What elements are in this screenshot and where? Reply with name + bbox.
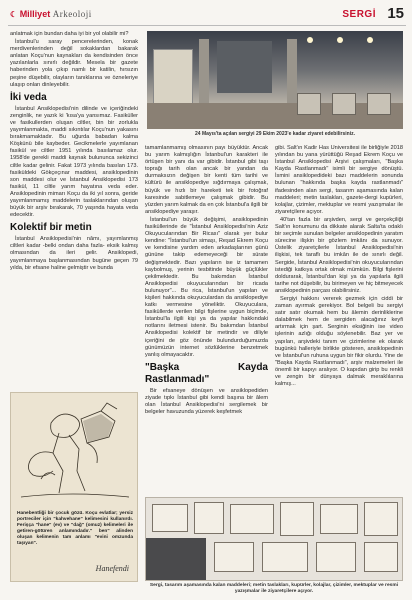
- paragraph: Bir efsaneye dönüşen ve ansiklopediden ziyade tıpkı İstanbul gibi kendi başına bir âlem olan İstanbul Ansiklopedisi'ni sergilemek bir belgeler havuzunda yüzerek keşfetmek: [145, 387, 268, 416]
- hammal-drawing: [11, 393, 138, 508]
- photo-framed-document: [316, 542, 356, 572]
- subheading-baska-kayda: "Başka Kayda Rastlanmadı": [145, 361, 268, 385]
- page-header: [8, 4, 406, 26]
- paragraph: İstanbul'un büyük değişimi, ansiklopedinin fasiküllerinde de "İstanbul Ansiklopedisi'nin Aziz Okuyucularından Bir Ricası" olarak yer bulur kendine: "İstanbul'un simaşı, Reşad Ekrem Koçu ve kendisine yardım eden arkadaşlarının günü gününe takip edemeyeceği bir sürate değişmektedir. Bazı yapıların ise iz tamamen kaybolmuş, yerinin tesbitinde büyük güçlükler çekilmektedir. Bu bakımdan İstanbul Ansiklopedisi okuyucularından bir ricada bulunuyor"... Bu rica, İstanbul'un yapıları ve kişileri hakkında okuyuculardan da ansiklopediye katkı vermesine yöneliktir. Okuyuculara, fasiküllerde verilen bilgi fişlerine uygun biçimde, İstanbul'la ilgili kişi ya da yapılar hakkındaki notlarını iletmesi istenir. Bu bakımdan İstanbul Ansiklopedisi kolektif bir metindir ve diliyle içeriğini de göz önünde bulundurduğumuzda günümüzün internet sözlüklerine benzetmek yanlış olmayacaktır.: [145, 216, 268, 358]
- page-number: 15: [387, 5, 404, 22]
- photo-showcase: [146, 538, 206, 581]
- archive-display-photo: [145, 497, 403, 581]
- photo-framed-document: [194, 502, 224, 534]
- column-right: [275, 145, 403, 517]
- photo-display-case: [332, 93, 356, 115]
- photo-light: [337, 37, 343, 43]
- photo-framed-document: [364, 502, 398, 536]
- exhibition-photo: [147, 31, 403, 129]
- subheading-iki-veda: İki veda: [10, 91, 47, 103]
- photo-framed-document: [262, 542, 308, 572]
- sketch-note: Hanebentliği bir çocuk gözü. Koçu evlatlar; yersiz portreciler için "kahvehane" kelimesini kullanırdı. Ferişça "hane" (ev) ve "dağ" (omuz) kelimeleri ile getiren-götüren anlamındadır." ben" alinden oluşan kelimenin tam anlamı "evini omzunda taşıyan".: [17, 511, 133, 546]
- column-middle: [145, 145, 268, 517]
- photo-framed-document: [320, 504, 358, 534]
- paragraph: İstanbul Ansiklopedisi'nin nâmı, yayımlanmış ciltleri kadar -belki ondan daha fazla- eksik kalmış olmasından da ileri gelir. Ansiklopedi, yayımlanmaya başlanmasından bugüne geçen 79 yılda, bir efsane haline gelmiştir ve bunda: [10, 236, 138, 271]
- photo-pillar: [287, 39, 297, 109]
- paragraph: anlatmak için bundan daha iyi bir yol olabilir mi?: [10, 31, 129, 37]
- paragraph: 40'tan fazla bir arşivden, sergi ve gerçekçiliği Salt'ın konumunu da dikkate alarak Salta'ta odaklı bir seçimle sunulan belgeler ansiklopedinin yaratım sürecine ilişkin bir gözlem imkânı da sunuyor. Üstelik ziyaretçilerle İstanbul Ansiklopedisi'nin ilişkisi, tek taraflı bu imkân ile de sınırlı değil. Sergide, İstanbul Ansiklopedisi'nin okuyucularından istediği katkıya ortak olmak mümkün. Bilgi fişlerini doldurarak, İstanbul'dan kişi ya da yapılarla ilgili tarihe not düşebilir, bu birimeyen ve hiç bitmeyecek ansiklopedinin parçası olabilirsiniz.: [275, 216, 403, 294]
- photo-display-case: [297, 93, 321, 115]
- brand-name: Milliyet: [19, 9, 51, 19]
- photo-framed-document: [280, 502, 314, 536]
- paragraph: İstanbul Ansiklopedisi'nin dilinde ve içeriğindeki zenginlik, ne yazık ki 'kısa'ya yansımaz. Fasiküller ve fasikullerden oluşan ciltler, bin bir zorlukla yayımlanmakta, maddi sıkıntılar Koçu'nun yakasını bırakmamaktadır. Bu uğurda babadan kalma Köşkünü bile kaybeder. Gecikmelerle yayımlanan fasikül ve ciltler 1951 yılında basılamaz olur. 1958'de gerekli maddi kaynak bulununca sekizinci ciltle kadar gelinir. Fakat 1973 yılında basılan 173. fasiküldeki Gökçeçınar maddesi, ansiklopedinin son maddesi olur ve İstanbul Ansiklopedisi 173 fasikül, 11 ciltle yarım hayatına veda eder. Ansiklopedinin mimarı Koçu da iki yıl sonra, geride yayımlanmamış maddelerin taslaklarından oluşan büyük bir arşiv bırakarak, 70 yaşında hayata veda edecektir.: [10, 105, 138, 219]
- subheading-kolektif: Kolektif bir metin: [10, 222, 92, 234]
- brand-logo: [10, 9, 92, 19]
- photo-caption: Sergi, tasarım aşamasında kalan maddeleri; metin taslakları, kupürler, kolajlar, çizimler, mektuplar ve resmi yazışmalar ile ziyaretçilere açıyor.: [149, 583, 399, 594]
- paragraph: gibi. Salt'ın Kadir Has Üniversitesi ile birliğiyle 2018 yılından bu yana yürüttüğü Reşad Ekrem Koçu ve İstanbul Ansiklopedisi Arşivi çalışmaları, "Başka Kayda Rastlanmadı" isimli bir sergiye dönüştü. İsmini ansiklopedideki bazı maddelerin sonunda bulunan "hakkında başka kayda rastlanmadı" ifadesinden alan sergi, tasarım aşamasında kalan maddeleri; metin taslakları, gazete-dergi kupürleri, kolajlar, çizimler, mektuplar ve resmi yazışmalar ile ziyaretçilere açıyor.: [275, 145, 403, 215]
- photo-light: [367, 37, 373, 43]
- paragraph: tamamlanmamış olmasının payı büyüktür. Ancak bu yarım kalmışlığın İstanbul'un karakteri ile örtüşen bir yanı da var gibidir. İstanbul gibi taşı toprağı tarih olan ancak bir yandan da durmaksızın değişen bir kenti tüm tarihi ve kültürü ile ansiklopediye sığdırmaya çalışmak, büyük ve hızlı bir hareketi tek bir fotoğraf karesinde sabitlemeye çalışmak gibidir. Bu yüzden yarım kalmak da en çok İstanbul'a ilgili bir ansiklopediye yaraşır.: [145, 145, 268, 215]
- photo-framed-document: [214, 542, 254, 572]
- photo-floor: [147, 103, 403, 129]
- photo-framed-document: [152, 504, 188, 532]
- photo-display-case: [367, 93, 391, 115]
- column-left: [10, 31, 138, 273]
- photo-framed-document: [364, 542, 398, 572]
- photo-caption: 24 Mayıs'ta açılan sergiyi 29 Ekim 2023'e kadar ziyaret edebilirsiniz.: [195, 131, 355, 137]
- paragraph: Sergiyi hakkını vererek gezmek için ciddi bir zaman ayırmak gerekiyor. Bol belgeli bu sergiyi satır satır okumak hem bu âlemin derinliklerine dalabilmek hem de sergiden alacağınız keyfi artırmak için şart. Serginin eksiğinin ise video işlerinin azlığı olduğu söylenebilir. Baz yer ve yapıları, arşivdeki tanım ve çizimlerine ek olarak bugünkü halleriyle birlikte gösteren, ansiklopedinin ve İstanbul'un ruhuna uygun bir fikir olurdu. Yine de "Başka Kayda Rastlanmadı", arşiv malzemeleri ile önemli bir kapıyı aralıyor. O kapıdan girip bu renkli ve zengin bir dünyaya dalmak meraklılarına kalmış...: [275, 295, 403, 388]
- photo-dark-panel: [217, 41, 272, 93]
- photo-light: [307, 37, 313, 43]
- section-label: SERGİ: [342, 9, 376, 20]
- sketch-signature: Hanefendi: [95, 564, 129, 573]
- sketch-illustration: [10, 392, 138, 582]
- photo-wall-panel: [153, 49, 193, 107]
- paragraph: İstanbul'u saray pencerelerinden, konak merdivenlerinden değil sokaklardan bakarak anlatan Koçu'nun kaynakları da kendisinden önce yazılanlarla sınırlı değildir. Mesela bir gazete haberinden yola çıkıp namlı bir katilin, hırsızın peşine düşebilir, olayların tanıklarına ve özneleriye ulaşıp onları dinleyebilir.: [10, 39, 138, 88]
- photo-framed-document: [230, 504, 274, 534]
- brand-subtitle: Arkeoloji: [52, 9, 92, 19]
- crescent-star-icon: ☾: [10, 10, 18, 19]
- photo-pillar: [199, 39, 209, 109]
